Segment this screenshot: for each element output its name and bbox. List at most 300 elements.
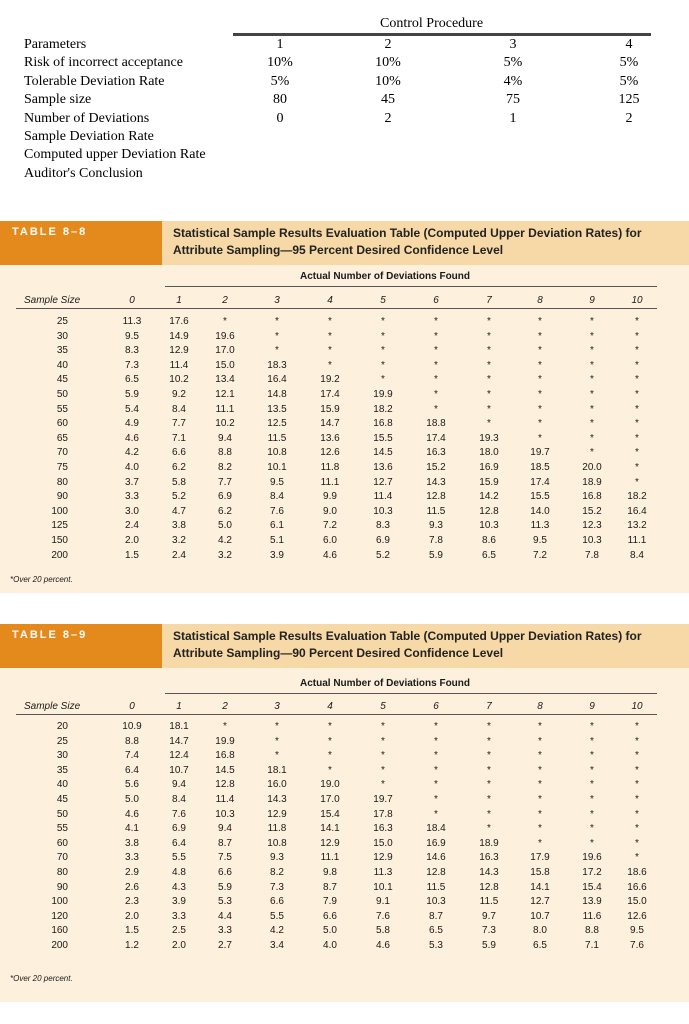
deviation-rate-cell: *	[590, 330, 594, 342]
deviation-rate-cell: 17.0	[320, 794, 340, 805]
deviation-rate-cell: *	[538, 823, 542, 835]
deviation-rate-cell: 15.9	[320, 403, 340, 415]
deviation-rate-cell: *	[590, 432, 594, 444]
deviation-rate-cell: 12.6	[320, 447, 340, 459]
deviation-rate-cell: 4.6	[376, 940, 390, 951]
deviation-rate-cell: 12.3	[582, 520, 602, 532]
deviation-rate-cell: *	[590, 823, 594, 835]
deviation-rate-cell: 4.2	[125, 447, 139, 459]
deviation-rate-cell: 4.6	[125, 808, 139, 820]
deviation-rate-cell: 16.4	[267, 374, 287, 386]
deviation-rate-cell: 3.3	[125, 852, 139, 864]
control-parameter-value: 5%	[270, 73, 290, 89]
deviation-rate-cell: 3.3	[218, 925, 232, 937]
deviation-rate-cell: 7.3	[125, 359, 139, 371]
deviation-rate-cell: *	[635, 852, 639, 864]
deviation-column-header: 4	[327, 295, 333, 306]
deviation-rate-cell: 17.0	[215, 345, 235, 357]
deviation-rate-cell: *	[328, 330, 332, 342]
deviation-rate-cell: 13.6	[373, 462, 393, 473]
deviation-rate-cell: 14.7	[320, 418, 340, 430]
table-tag-label: TABLE 8–8	[12, 226, 88, 238]
deviation-rate-cell: *	[487, 794, 491, 805]
deviation-rate-cell: 18.9	[582, 476, 602, 488]
deviation-rate-cell: *	[487, 735, 491, 747]
deviation-rate-cell: *	[434, 403, 438, 415]
deviation-rate-cell: 10.2	[215, 418, 235, 430]
deviation-rate-cell: *	[434, 721, 438, 732]
deviation-rate-cell: *	[635, 389, 639, 400]
deviation-rate-cell: *	[223, 721, 227, 732]
deviation-rate-cell: 18.2	[627, 491, 647, 503]
deviation-rate-cell: *	[328, 316, 332, 327]
column-header-rule	[16, 308, 657, 309]
control-parameter-label: Sample Deviation Rate	[24, 129, 154, 144]
deviation-rate-cell: 11.1	[320, 852, 340, 864]
deviation-rate-cell: *	[590, 359, 594, 371]
sample-size-cell: 200	[51, 940, 68, 951]
deviation-rate-cell: 6.5	[533, 940, 547, 951]
control-parameter-value: 10%	[375, 55, 401, 71]
sample-size-cell: 40	[56, 359, 68, 371]
deviation-rate-cell: 9.5	[270, 476, 284, 488]
deviation-rate-cell: 6.6	[218, 867, 232, 878]
deviation-rate-cell: 4.1	[125, 823, 139, 835]
sample-size-cell: 70	[56, 447, 68, 459]
deviation-rate-cell: 6.6	[172, 447, 186, 459]
deviation-rate-cell: *	[487, 389, 491, 400]
control-parameter-value: 10%	[375, 73, 401, 89]
deviation-rate-cell: 9.0	[323, 505, 337, 517]
deviation-rate-cell: *	[381, 345, 385, 357]
deviation-rate-cell: 4.7	[172, 505, 186, 517]
deviation-rate-cell: *	[635, 432, 639, 444]
deviation-rate-cell: 15.9	[479, 476, 499, 488]
deviation-rate-cell: 17.4	[426, 432, 446, 444]
deviation-rate-cell: *	[434, 750, 438, 762]
deviation-rate-cell: 2.4	[125, 520, 139, 532]
deviation-column-header: 3	[274, 701, 280, 712]
actual-deviations-rule	[165, 693, 657, 694]
control-parameter-value: 45	[381, 92, 395, 108]
control-parameter-value: 0	[276, 110, 284, 126]
table-row	[0, 345, 689, 357]
control-parameter-value: 2	[384, 110, 392, 126]
deviation-rate-cell: *	[590, 418, 594, 430]
deviation-rate-cell: *	[538, 750, 542, 762]
deviation-rate-cell: 7.1	[172, 432, 186, 444]
table-row	[0, 491, 689, 503]
deviation-rate-cell: 10.1	[267, 462, 287, 473]
deviation-column-header: 6	[433, 701, 439, 712]
deviation-rate-cell: 15.4	[320, 808, 340, 820]
deviation-rate-cell: 9.8	[323, 867, 337, 878]
deviation-rate-cell: *	[590, 721, 594, 732]
deviation-rate-cell: 17.9	[530, 852, 550, 864]
deviation-rate-cell: 10.3	[373, 505, 393, 517]
deviation-rate-cell: 4.2	[218, 535, 232, 546]
deviation-rate-cell: 9.2	[172, 389, 186, 400]
deviation-rate-cell: *	[538, 808, 542, 820]
deviation-rate-cell: 3.3	[172, 910, 186, 922]
deviation-rate-cell: 12.8	[479, 505, 499, 517]
deviation-rate-cell: 1.2	[125, 940, 139, 951]
deviation-rate-cell: 18.3	[267, 359, 287, 371]
deviation-rate-cell: 19.7	[373, 794, 393, 805]
deviation-rate-cell: 12.7	[373, 476, 393, 488]
deviation-rate-cell: 19.6	[215, 330, 235, 342]
deviation-rate-cell: 16.3	[479, 852, 499, 864]
deviation-rate-cell: 8.2	[270, 867, 284, 878]
control-procedure-title: Control Procedure	[380, 16, 484, 31]
sample-size-cell: 80	[56, 476, 68, 488]
deviation-rate-cell: 18.9	[479, 837, 499, 849]
deviation-rate-cell: 14.1	[320, 823, 340, 835]
table-tag	[0, 624, 162, 668]
sample-size-cell: 25	[56, 735, 68, 747]
deviation-rate-cell: 11.4	[373, 491, 393, 503]
deviation-rate-cell: 3.3	[125, 491, 139, 503]
sample-size-cell: 75	[56, 462, 68, 473]
deviation-rate-cell: 7.6	[270, 505, 284, 517]
deviation-rate-cell: 16.3	[373, 823, 393, 835]
deviation-rate-cell: 16.8	[373, 418, 393, 430]
deviation-rate-cell: 15.5	[530, 491, 550, 503]
table-row	[0, 477, 689, 489]
deviation-rate-cell: 18.0	[479, 447, 499, 459]
deviation-rate-cell: 7.2	[323, 520, 337, 532]
deviation-rate-cell: 5.8	[376, 925, 390, 937]
deviation-rate-cell: 3.0	[125, 505, 139, 517]
deviation-rate-cell: 3.4	[270, 940, 284, 951]
deviation-rate-cell: 16.9	[426, 837, 446, 849]
table-tag	[0, 221, 162, 265]
deviation-rate-cell: *	[275, 316, 279, 327]
sample-size-cell: 100	[51, 896, 68, 908]
deviation-rate-cell: 7.1	[585, 940, 599, 951]
deviation-rate-cell: *	[487, 403, 491, 415]
control-parameter-label: Risk of incorrect acceptance	[24, 55, 183, 71]
deviation-rate-cell: 12.9	[373, 852, 393, 864]
deviation-rate-cell: 16.4	[627, 505, 647, 517]
deviation-rate-cell: *	[487, 779, 491, 791]
deviation-column-header: 1	[176, 295, 182, 306]
table-row	[0, 925, 689, 937]
deviation-rate-cell: 9.4	[172, 779, 186, 791]
deviation-rate-cell: *	[635, 462, 639, 473]
deviation-rate-cell: 9.4	[218, 432, 232, 444]
deviation-rate-cell: *	[635, 359, 639, 371]
deviation-rate-cell: 9.3	[270, 852, 284, 864]
deviation-rate-cell: 14.1	[530, 881, 550, 893]
deviation-rate-cell: *	[538, 389, 542, 400]
deviation-rate-cell: 16.8	[215, 750, 235, 762]
control-parameter-value: 10%	[267, 55, 293, 71]
deviation-rate-cell: 7.3	[270, 881, 284, 893]
deviation-column-header: 0	[129, 701, 135, 712]
deviation-rate-cell: 5.0	[323, 925, 337, 937]
control-parameter-value: 4%	[503, 73, 523, 89]
deviation-column-header: 0	[129, 295, 135, 306]
deviation-rate-cell: 10.8	[267, 837, 287, 849]
sample-size-cell: 150	[51, 535, 68, 546]
deviation-rate-cell: *	[538, 330, 542, 342]
deviation-rate-cell: 2.4	[172, 549, 186, 561]
table-row	[0, 462, 689, 474]
deviation-rate-cell: *	[328, 735, 332, 747]
deviation-rate-cell: 4.8	[172, 867, 186, 878]
deviation-rate-cell: *	[635, 476, 639, 488]
deviation-rate-cell: 18.6	[627, 867, 647, 878]
deviation-rate-cell: 6.5	[482, 549, 496, 561]
deviation-rate-cell: *	[590, 764, 594, 776]
deviation-rate-cell: *	[590, 794, 594, 805]
table-row	[0, 750, 689, 762]
table-row	[0, 867, 689, 879]
deviation-rate-cell: 10.3	[426, 896, 446, 908]
deviation-rate-cell: *	[635, 837, 639, 849]
deviation-rate-cell: 5.0	[218, 520, 232, 532]
table-8-9	[0, 624, 689, 1002]
deviation-rate-cell: *	[487, 721, 491, 732]
actual-deviations-rule	[165, 286, 657, 287]
sample-size-cell: 45	[56, 794, 68, 805]
deviation-rate-cell: 12.8	[426, 491, 446, 503]
control-parameter-value: 5%	[503, 55, 523, 71]
deviation-rate-cell: 18.1	[267, 764, 287, 776]
sample-size-cell: 200	[51, 549, 68, 561]
deviation-rate-cell: 4.4	[218, 910, 232, 922]
deviation-rate-cell: 8.8	[125, 735, 139, 747]
deviation-rate-cell: *	[635, 750, 639, 762]
sample-size-cell: 125	[51, 520, 68, 532]
deviation-rate-cell: 19.2	[320, 374, 340, 386]
table-row	[0, 882, 689, 894]
deviation-rate-cell: *	[538, 764, 542, 776]
deviation-column-header: 8	[537, 295, 543, 306]
deviation-rate-cell: *	[538, 403, 542, 415]
deviation-rate-cell: 11.3	[530, 520, 550, 532]
deviation-column-header: 10	[631, 701, 643, 712]
deviation-rate-cell: 4.6	[125, 432, 139, 444]
actual-deviations-label: Actual Number of Deviations Found	[300, 678, 471, 689]
table-footnote: *Over 20 percent.	[10, 974, 73, 983]
sample-size-cell: 30	[56, 750, 68, 762]
deviation-rate-cell: 10.1	[373, 881, 393, 893]
sample-size-cell: 80	[56, 867, 68, 878]
table-tag-label: TABLE 8–9	[12, 629, 88, 641]
deviation-rate-cell: 11.5	[479, 896, 499, 908]
deviation-rate-cell: 6.9	[218, 491, 232, 503]
deviation-rate-cell: 6.4	[125, 764, 139, 776]
deviation-rate-cell: 7.4	[125, 750, 139, 762]
deviation-rate-cell: 4.3	[172, 881, 186, 893]
deviation-rate-cell: 8.4	[172, 403, 186, 415]
sample-size-cell: 65	[56, 432, 68, 444]
deviation-rate-cell: *	[328, 721, 332, 732]
deviation-rate-cell: 5.2	[376, 549, 390, 561]
control-parameter-value: 125	[618, 92, 640, 108]
deviation-rate-cell: 6.9	[172, 823, 186, 835]
deviation-rate-cell: 19.6	[582, 852, 602, 864]
deviation-rate-cell: *	[538, 735, 542, 747]
deviation-rate-cell: 14.5	[373, 447, 393, 459]
deviation-rate-cell: *	[538, 359, 542, 371]
deviation-rate-cell: *	[635, 447, 639, 459]
deviation-rate-cell: 14.5	[215, 764, 235, 776]
table-row	[0, 765, 689, 777]
deviation-rate-cell: 16.3	[426, 447, 446, 459]
deviation-rate-cell: 13.2	[627, 520, 647, 532]
deviation-rate-cell: 3.8	[172, 520, 186, 532]
deviation-rate-cell: *	[635, 779, 639, 791]
control-parameter-label: Tolerable Deviation Rate	[24, 73, 165, 89]
control-procedure-column-2: 2	[384, 37, 392, 52]
deviation-rate-cell: 17.2	[582, 867, 602, 878]
deviation-rate-cell: 12.4	[169, 750, 189, 762]
table-row	[0, 374, 689, 386]
deviation-rate-cell: 8.7	[218, 837, 232, 849]
deviation-rate-cell: 8.4	[172, 794, 186, 805]
control-parameter-value: 80	[273, 92, 287, 108]
table-row	[0, 331, 689, 343]
deviation-rate-cell: 14.8	[267, 389, 287, 400]
sample-size-cell: 160	[51, 925, 68, 937]
deviation-rate-cell: *	[487, 345, 491, 357]
deviation-rate-cell: *	[635, 403, 639, 415]
deviation-rate-cell: 19.9	[373, 389, 393, 400]
deviation-rate-cell: *	[328, 750, 332, 762]
deviation-rate-cell: 11.1	[627, 535, 647, 546]
deviation-rate-cell: 11.5	[426, 505, 446, 517]
control-parameter-value: 75	[506, 92, 520, 108]
control-procedure-rule	[233, 33, 651, 36]
deviation-rate-cell: 8.3	[376, 520, 390, 532]
sample-size-cell: 35	[56, 764, 68, 776]
deviation-rate-cell: 11.1	[320, 476, 340, 488]
deviation-rate-cell: 2.0	[172, 940, 186, 951]
deviation-rate-cell: 8.2	[218, 462, 232, 473]
deviation-column-header: 10	[631, 295, 643, 306]
control-parameter-label: Number of Deviations	[24, 110, 150, 126]
deviation-rate-cell: 5.3	[218, 896, 232, 908]
deviation-rate-cell: 18.4	[426, 823, 446, 835]
deviation-rate-cell: 5.8	[172, 476, 186, 488]
deviation-rate-cell: 12.9	[169, 345, 189, 357]
deviation-rate-cell: 5.3	[429, 940, 443, 951]
deviation-column-header: 9	[589, 295, 595, 306]
deviation-rate-cell: *	[434, 345, 438, 357]
deviation-rate-cell: 7.6	[172, 808, 186, 820]
deviation-rate-cell: 3.8	[125, 837, 139, 849]
control-parameter-label: Parameters	[24, 37, 87, 52]
deviation-rate-cell: 5.0	[125, 794, 139, 805]
deviation-rate-cell: 5.9	[482, 940, 496, 951]
sample-size-header: Sample Size	[24, 701, 81, 712]
deviation-rate-cell: 17.8	[373, 808, 393, 820]
sample-size-cell: 50	[56, 808, 68, 820]
deviation-rate-cell: 10.3	[582, 535, 602, 546]
deviation-rate-cell: *	[635, 721, 639, 732]
control-parameter-label: Computed upper Deviation Rate	[24, 147, 206, 163]
deviation-rate-cell: *	[487, 374, 491, 386]
deviation-column-header: 5	[380, 701, 386, 712]
deviation-rate-cell: 8.8	[218, 447, 232, 459]
table-row	[0, 418, 689, 430]
actual-deviations-label: Actual Number of Deviations Found	[300, 271, 471, 282]
sample-size-cell: 60	[56, 837, 68, 849]
table-row	[0, 794, 689, 806]
sample-size-cell: 70	[56, 852, 68, 864]
deviation-rate-cell: *	[635, 794, 639, 805]
deviation-rate-cell: 11.4	[169, 359, 189, 371]
deviation-rate-cell: 17.6	[169, 316, 189, 327]
deviation-rate-cell: 10.7	[169, 764, 189, 776]
sample-size-cell: 20	[56, 721, 68, 732]
table-row	[0, 316, 689, 328]
deviation-rate-cell: 14.6	[426, 852, 446, 864]
deviation-rate-cell: 7.9	[323, 896, 337, 908]
deviation-rate-cell: *	[538, 374, 542, 386]
deviation-rate-cell: 15.8	[530, 867, 550, 878]
deviation-rate-cell: 11.6	[582, 910, 602, 922]
deviation-rate-cell: 11.8	[267, 823, 287, 835]
deviation-rate-cell: 6.4	[172, 837, 186, 849]
deviation-rate-cell: 16.9	[479, 462, 499, 473]
deviation-rate-cell: 19.7	[530, 447, 550, 459]
deviation-column-header: 1	[176, 701, 182, 712]
deviation-rate-cell: *	[590, 316, 594, 327]
deviation-rate-cell: 11.5	[267, 432, 287, 444]
deviation-rate-cell: 9.5	[125, 330, 139, 342]
deviation-rate-cell: 9.9	[323, 491, 337, 503]
deviation-rate-cell: *	[635, 418, 639, 430]
deviation-rate-cell: *	[223, 316, 227, 327]
deviation-rate-cell: *	[275, 330, 279, 342]
deviation-rate-cell: 8.0	[533, 925, 547, 937]
deviation-rate-cell: 6.6	[270, 896, 284, 908]
deviation-rate-cell: 17.4	[320, 389, 340, 400]
deviation-rate-cell: *	[328, 764, 332, 776]
deviation-rate-cell: *	[635, 823, 639, 835]
deviation-rate-cell: *	[381, 764, 385, 776]
table-title: Statistical Sample Results Evaluation Table (Computed Upper Deviation Rates) for Attribute Sampling—95 Percent Desired Confidence Level	[173, 226, 642, 257]
deviation-rate-cell: *	[635, 808, 639, 820]
deviation-rate-cell: 15.2	[582, 505, 602, 517]
control-procedure-column-4: 4	[625, 37, 633, 52]
deviation-rate-cell: *	[328, 345, 332, 357]
table-row	[0, 779, 689, 791]
deviation-column-header: 8	[537, 701, 543, 712]
sample-size-cell: 55	[56, 403, 68, 415]
deviation-rate-cell: 11.3	[373, 867, 393, 878]
deviation-rate-cell: 9.3	[429, 520, 443, 532]
deviation-rate-cell: 2.0	[125, 910, 139, 922]
control-parameter-label: Sample size	[24, 92, 92, 108]
deviation-rate-cell: *	[434, 764, 438, 776]
deviation-rate-cell: *	[538, 779, 542, 791]
deviation-rate-cell: *	[487, 418, 491, 430]
deviation-rate-cell: 11.3	[122, 316, 142, 327]
deviation-rate-cell: *	[635, 764, 639, 776]
deviation-rate-cell: *	[635, 316, 639, 327]
table-title: Statistical Sample Results Evaluation Table (Computed Upper Deviation Rates) for Attribute Sampling—90 Percent Desired Confidence Level	[173, 629, 642, 660]
deviation-rate-cell: *	[635, 374, 639, 386]
deviation-column-header: 2	[222, 701, 228, 712]
deviation-rate-cell: 12.1	[215, 389, 235, 400]
deviation-rate-cell: 17.4	[530, 476, 550, 488]
deviation-rate-cell: *	[538, 721, 542, 732]
